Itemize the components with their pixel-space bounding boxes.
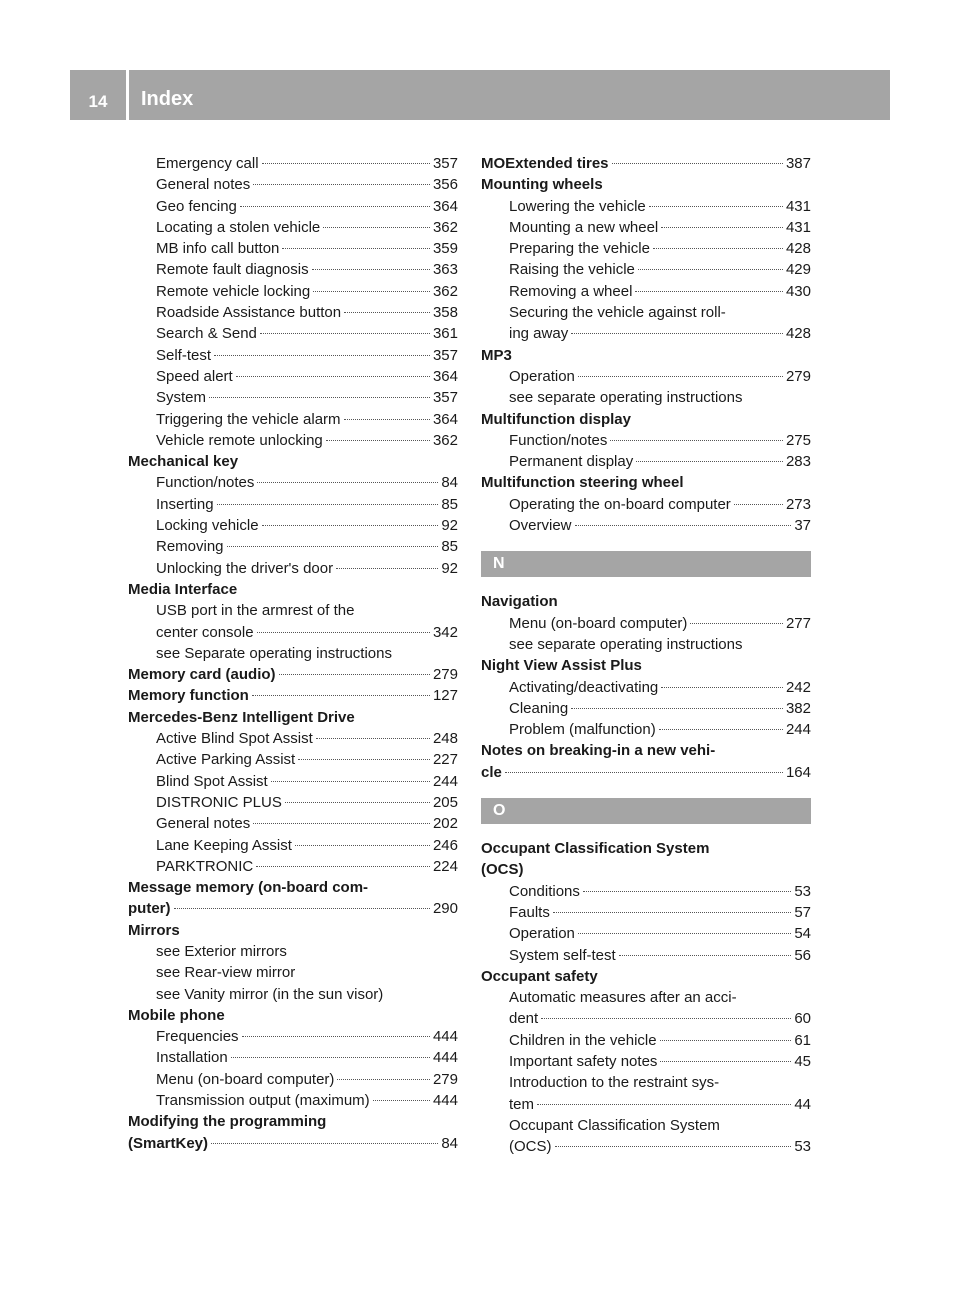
entry-label: Children in the vehicle — [509, 1031, 657, 1049]
index-entry — [481, 281, 811, 302]
index-entry — [481, 451, 811, 472]
index-heading: (OCS) — [481, 861, 524, 879]
entry-page-number: 444 — [432, 1092, 458, 1110]
entry-page-number: 290 — [432, 900, 458, 918]
dot-leader — [209, 397, 430, 398]
index-entry — [128, 835, 458, 856]
entry-label: (SmartKey) — [128, 1134, 209, 1152]
index-heading: Mirrors — [128, 921, 180, 939]
index-entry — [128, 1133, 458, 1154]
entry-label: Overview — [509, 517, 572, 535]
entry-page-number: 92 — [441, 517, 458, 535]
dot-leader — [575, 525, 792, 526]
entry-page-number: 202 — [432, 815, 458, 833]
index-entry — [128, 792, 458, 813]
entry-page-number: 283 — [785, 453, 811, 471]
dot-leader — [326, 440, 430, 441]
index-entry — [128, 281, 458, 302]
entry-page-number: 364 — [432, 197, 458, 215]
index-entry — [128, 1069, 458, 1090]
entry-label: Function/notes — [509, 431, 608, 449]
entry-label: Installation — [156, 1049, 228, 1067]
index-entry — [481, 366, 811, 387]
dot-leader — [344, 419, 430, 420]
index-entry — [128, 238, 458, 259]
index-subline: see Exterior mirrors — [156, 942, 287, 960]
index-entry — [481, 923, 811, 944]
dot-leader — [253, 184, 430, 185]
index-entry — [128, 366, 458, 387]
index-subline: see Separate operating instructions — [156, 644, 392, 662]
index-entry — [481, 430, 811, 451]
dot-leader — [260, 333, 430, 334]
index-entry — [128, 664, 458, 685]
index-entry — [481, 217, 811, 238]
dot-leader — [312, 269, 430, 270]
entry-label: Activating/deactivating — [509, 678, 659, 696]
index-heading: Navigation — [481, 593, 558, 611]
index-subline: see Rear-view mirror — [156, 964, 296, 982]
entry-label: Unlocking the driver's door — [156, 559, 334, 577]
dot-leader — [313, 291, 430, 292]
entry-page-number: 84 — [441, 474, 458, 492]
dot-leader — [660, 1061, 791, 1062]
index-subline: see separate operating instructions — [509, 635, 743, 653]
index-heading: Media Interface — [128, 580, 238, 598]
index-entry — [128, 771, 458, 792]
dot-leader — [282, 248, 430, 249]
entry-label: Emergency call — [156, 155, 259, 172]
entry-page-number: 92 — [441, 559, 458, 577]
index-entry — [481, 153, 811, 174]
entry-page-number: 357 — [432, 155, 458, 172]
entry-page-number: 273 — [785, 495, 811, 513]
dot-leader — [537, 1104, 791, 1105]
entry-label: Faults — [509, 903, 550, 921]
entry-label: cle — [481, 763, 502, 781]
entry-label: System self-test — [509, 946, 616, 964]
dot-leader — [734, 504, 783, 505]
entry-page-number: 356 — [432, 176, 458, 194]
entry-page-number: 37 — [794, 517, 811, 535]
dot-leader — [553, 912, 791, 913]
index-heading: Mercedes-Benz Intelligent Drive — [128, 708, 355, 726]
dot-leader — [240, 206, 430, 207]
dot-leader — [231, 1057, 430, 1058]
entry-label: PARKTRONIC — [156, 857, 254, 875]
entry-page-number: 364 — [432, 367, 458, 385]
entry-page-number: 85 — [441, 495, 458, 513]
entry-page-number: 444 — [432, 1028, 458, 1046]
index-entry — [481, 762, 811, 783]
entry-page-number: 56 — [794, 946, 811, 964]
dot-leader — [619, 955, 792, 956]
index-entry — [481, 323, 811, 344]
dot-leader — [336, 568, 438, 569]
index-entry — [128, 515, 458, 536]
entry-page-number: 57 — [794, 903, 811, 921]
entry-label: Search & Send — [156, 325, 257, 343]
dot-leader — [571, 708, 783, 709]
entry-page-number: 357 — [432, 389, 458, 407]
entry-page-number: 277 — [785, 614, 811, 632]
entry-label: Roadside Assistance button — [156, 304, 342, 322]
entry-label: Operation — [509, 367, 575, 385]
index-heading: Notes on breaking-in a new vehi- — [481, 742, 716, 760]
index-entry — [128, 622, 458, 643]
index-subline: Introduction to the restraint sys- — [509, 1074, 720, 1092]
dot-leader — [236, 376, 430, 377]
dot-leader — [541, 1018, 791, 1019]
entry-label: Preparing the vehicle — [509, 240, 650, 258]
entry-label: Lowering the vehicle — [509, 197, 646, 215]
entry-label: Operating the on-board computer — [509, 495, 731, 513]
index-entry — [481, 945, 811, 966]
index-entry — [128, 217, 458, 238]
dot-leader — [373, 1100, 430, 1101]
entry-label: Active Parking Assist — [156, 751, 296, 769]
dot-leader — [612, 163, 783, 164]
entry-label: DISTRONIC PLUS — [156, 793, 282, 811]
entry-page-number: 84 — [441, 1134, 458, 1152]
entry-page-number: 164 — [785, 763, 811, 781]
index-entry — [481, 1030, 811, 1051]
entry-page-number: 431 — [785, 197, 811, 215]
entry-page-number: 275 — [785, 431, 811, 449]
dot-leader — [174, 908, 430, 909]
index-entry — [128, 196, 458, 217]
entry-page-number: 363 — [432, 261, 458, 279]
entry-label: Speed alert — [156, 367, 233, 385]
dot-leader — [555, 1146, 792, 1147]
entry-page-number: 359 — [432, 240, 458, 258]
entry-page-number: 61 — [794, 1031, 811, 1049]
index-column-right — [481, 153, 811, 1157]
entry-page-number: 227 — [432, 751, 458, 769]
dot-leader — [661, 227, 783, 228]
entry-label: Transmission output (maximum) — [156, 1092, 370, 1110]
entry-page-number: 362 — [432, 431, 458, 449]
entry-label: MB info call button — [156, 240, 280, 258]
entry-label: Lane Keeping Assist — [156, 836, 292, 854]
index-entry — [128, 749, 458, 770]
entry-label: General notes — [156, 176, 251, 194]
index-entry — [128, 813, 458, 834]
dot-leader — [295, 845, 430, 846]
dot-leader — [653, 248, 783, 249]
entry-label: Memory function — [128, 687, 249, 705]
entry-page-number: 246 — [432, 836, 458, 854]
entry-page-number: 279 — [432, 1070, 458, 1088]
index-heading: Mounting wheels — [481, 176, 603, 194]
index-heading: Mechanical key — [128, 453, 239, 471]
entry-label: Triggering the vehicle alarm — [156, 410, 341, 428]
entry-page-number: 248 — [432, 730, 458, 748]
dot-leader — [262, 525, 439, 526]
dot-leader — [636, 461, 783, 462]
index-subline: USB port in the armrest of the — [156, 602, 355, 620]
dot-leader — [571, 333, 783, 334]
dot-leader — [323, 227, 430, 228]
index-entry — [128, 472, 458, 493]
entry-page-number: 54 — [794, 925, 811, 943]
dot-leader — [257, 632, 430, 633]
dot-leader — [211, 1143, 438, 1144]
entry-label: (OCS) — [509, 1138, 552, 1156]
index-entry — [128, 430, 458, 451]
entry-page-number: 279 — [785, 367, 811, 385]
entry-label: Removing a wheel — [509, 282, 633, 300]
index-subline: Securing the vehicle against roll- — [509, 304, 726, 322]
index-entry — [128, 728, 458, 749]
entry-page-number: 45 — [794, 1052, 811, 1070]
entry-page-number: 357 — [432, 346, 458, 364]
entry-label: System — [156, 389, 207, 407]
index-heading: Multifunction steering wheel — [481, 474, 684, 492]
entry-label: MOExtended tires — [481, 155, 609, 172]
page-title: Index — [141, 88, 194, 110]
entry-label: Removing — [156, 538, 224, 556]
entry-page-number: 430 — [785, 282, 811, 300]
index-entry — [128, 685, 458, 706]
index-heading: Modifying the programming — [128, 1113, 327, 1131]
index-heading: Mobile phone — [128, 1006, 225, 1024]
dot-leader — [635, 291, 783, 292]
index-entry — [481, 238, 811, 259]
entry-page-number: 428 — [785, 325, 811, 343]
entry-label: Geo fencing — [156, 197, 237, 215]
entry-label: Locating a stolen vehicle — [156, 218, 321, 236]
entry-page-number: 362 — [432, 282, 458, 300]
entry-label: Raising the vehicle — [509, 261, 635, 279]
entry-label: Menu (on-board computer) — [156, 1070, 335, 1088]
entry-label: Blind Spot Assist — [156, 772, 268, 790]
index-entry — [481, 1094, 811, 1115]
index-entry — [128, 259, 458, 280]
entry-page-number: 53 — [794, 882, 811, 900]
entry-page-number: 358 — [432, 304, 458, 322]
index-entry — [128, 323, 458, 344]
index-entry — [128, 153, 458, 174]
entry-label: Memory card (audio) — [128, 666, 276, 684]
entry-label: Remote fault diagnosis — [156, 261, 309, 279]
index-entry — [128, 494, 458, 515]
entry-page-number: 279 — [432, 666, 458, 684]
index-heading: MP3 — [481, 346, 512, 364]
entry-label: Mounting a new wheel — [509, 218, 659, 236]
index-heading: Occupant Classification System — [481, 840, 710, 858]
entry-label: Problem (malfunction) — [509, 721, 656, 739]
entry-page-number: 361 — [432, 325, 458, 343]
entry-label: Important safety notes — [509, 1052, 658, 1070]
dot-leader — [578, 376, 783, 377]
dot-leader — [227, 546, 439, 547]
header-separator — [126, 70, 129, 120]
dot-leader — [505, 772, 783, 773]
index-entry — [481, 1008, 811, 1029]
index-heading: Occupant safety — [481, 967, 598, 985]
index-entry — [481, 259, 811, 280]
entry-page-number: 244 — [785, 721, 811, 739]
entry-label: Frequencies — [156, 1028, 239, 1046]
entry-page-number: 444 — [432, 1049, 458, 1067]
index-subline: see Vanity mirror (in the sun visor) — [156, 985, 384, 1003]
index-entry — [128, 345, 458, 366]
entry-label: Conditions — [509, 882, 580, 900]
section-letter-header: N — [481, 551, 811, 577]
index-entry — [481, 515, 811, 536]
index-entry — [128, 174, 458, 195]
dot-leader — [298, 759, 430, 760]
entry-page-number: 242 — [785, 678, 811, 696]
index-column-left — [128, 153, 458, 1154]
index-entry — [481, 719, 811, 740]
dot-leader — [659, 729, 783, 730]
entry-page-number: 429 — [785, 261, 811, 279]
entry-label: Permanent display — [509, 453, 634, 471]
index-entry — [481, 613, 811, 634]
index-entry — [481, 1051, 811, 1072]
entry-label: center console — [156, 623, 254, 641]
index-entry — [128, 1026, 458, 1047]
dot-leader — [252, 695, 430, 696]
entry-page-number: 244 — [432, 772, 458, 790]
dot-leader — [285, 802, 430, 803]
index-subline: Automatic measures after an acci- — [509, 989, 737, 1007]
index-entry — [481, 677, 811, 698]
entry-label: dent — [509, 1010, 539, 1028]
index-heading: Message memory (on-board com- — [128, 879, 369, 897]
entry-label: Menu (on-board computer) — [509, 614, 688, 632]
index-entry — [481, 1136, 811, 1157]
entry-page-number: 387 — [785, 155, 811, 172]
entry-label: tem — [509, 1095, 535, 1113]
entry-page-number: 362 — [432, 218, 458, 236]
dot-leader — [638, 269, 783, 270]
index-entry — [128, 536, 458, 557]
entry-page-number: 44 — [794, 1095, 811, 1113]
index-entry — [481, 196, 811, 217]
index-entry — [128, 387, 458, 408]
entry-label: Inserting — [156, 495, 214, 513]
dot-leader — [578, 933, 791, 934]
dot-leader — [316, 738, 430, 739]
entry-label: Cleaning — [509, 699, 569, 717]
entry-page-number: 428 — [785, 240, 811, 258]
dot-leader — [660, 1040, 792, 1041]
entry-page-number: 431 — [785, 218, 811, 236]
dot-leader — [344, 312, 430, 313]
index-entry — [481, 698, 811, 719]
entry-label: Vehicle remote unlocking — [156, 431, 323, 449]
entry-page-number: 205 — [432, 793, 458, 811]
entry-page-number: 127 — [432, 687, 458, 705]
dot-leader — [257, 482, 438, 483]
dot-leader — [337, 1079, 430, 1080]
index-entry — [128, 409, 458, 430]
dot-leader — [661, 687, 783, 688]
dot-leader — [279, 674, 430, 675]
entry-label: Function/notes — [156, 474, 255, 492]
index-entry — [128, 856, 458, 877]
entry-page-number: 53 — [794, 1138, 811, 1156]
entry-page-number: 60 — [794, 1010, 811, 1028]
index-subline: Occupant Classification System — [509, 1116, 720, 1134]
index-entry — [481, 494, 811, 515]
index-entry — [128, 558, 458, 579]
index-entry — [128, 898, 458, 919]
dot-leader — [253, 823, 430, 824]
entry-page-number: 85 — [441, 538, 458, 556]
dot-leader — [256, 866, 430, 867]
page-number: 14 — [88, 92, 108, 111]
index-entry — [128, 1090, 458, 1111]
index-subline: see separate operating instructions — [509, 389, 743, 407]
entry-label: Operation — [509, 925, 575, 943]
entry-label: Locking vehicle — [156, 517, 259, 535]
section-letter-header: O — [481, 798, 811, 824]
entry-page-number: 364 — [432, 410, 458, 428]
index-heading: Night View Assist Plus — [481, 657, 642, 675]
index-entry — [481, 902, 811, 923]
dot-leader — [271, 781, 430, 782]
dot-leader — [610, 440, 783, 441]
index-entry — [481, 881, 811, 902]
entry-label: ing away — [509, 325, 569, 343]
dot-leader — [217, 504, 439, 505]
dot-leader — [583, 891, 791, 892]
dot-leader — [649, 206, 783, 207]
entry-page-number: 382 — [785, 699, 811, 717]
entry-page-number: 224 — [432, 857, 458, 875]
entry-label: puter) — [128, 900, 171, 918]
dot-leader — [262, 163, 430, 164]
entry-label: Self-test — [156, 346, 212, 364]
entry-label: Remote vehicle locking — [156, 282, 311, 300]
index-entry — [128, 302, 458, 323]
entry-page-number: 342 — [432, 623, 458, 641]
dot-leader — [690, 623, 783, 624]
entry-label: General notes — [156, 815, 251, 833]
index-heading: Multifunction display — [481, 410, 631, 428]
dot-leader — [242, 1036, 430, 1037]
index-entry — [128, 1047, 458, 1068]
dot-leader — [214, 355, 430, 356]
entry-label: Active Blind Spot Assist — [156, 730, 313, 748]
